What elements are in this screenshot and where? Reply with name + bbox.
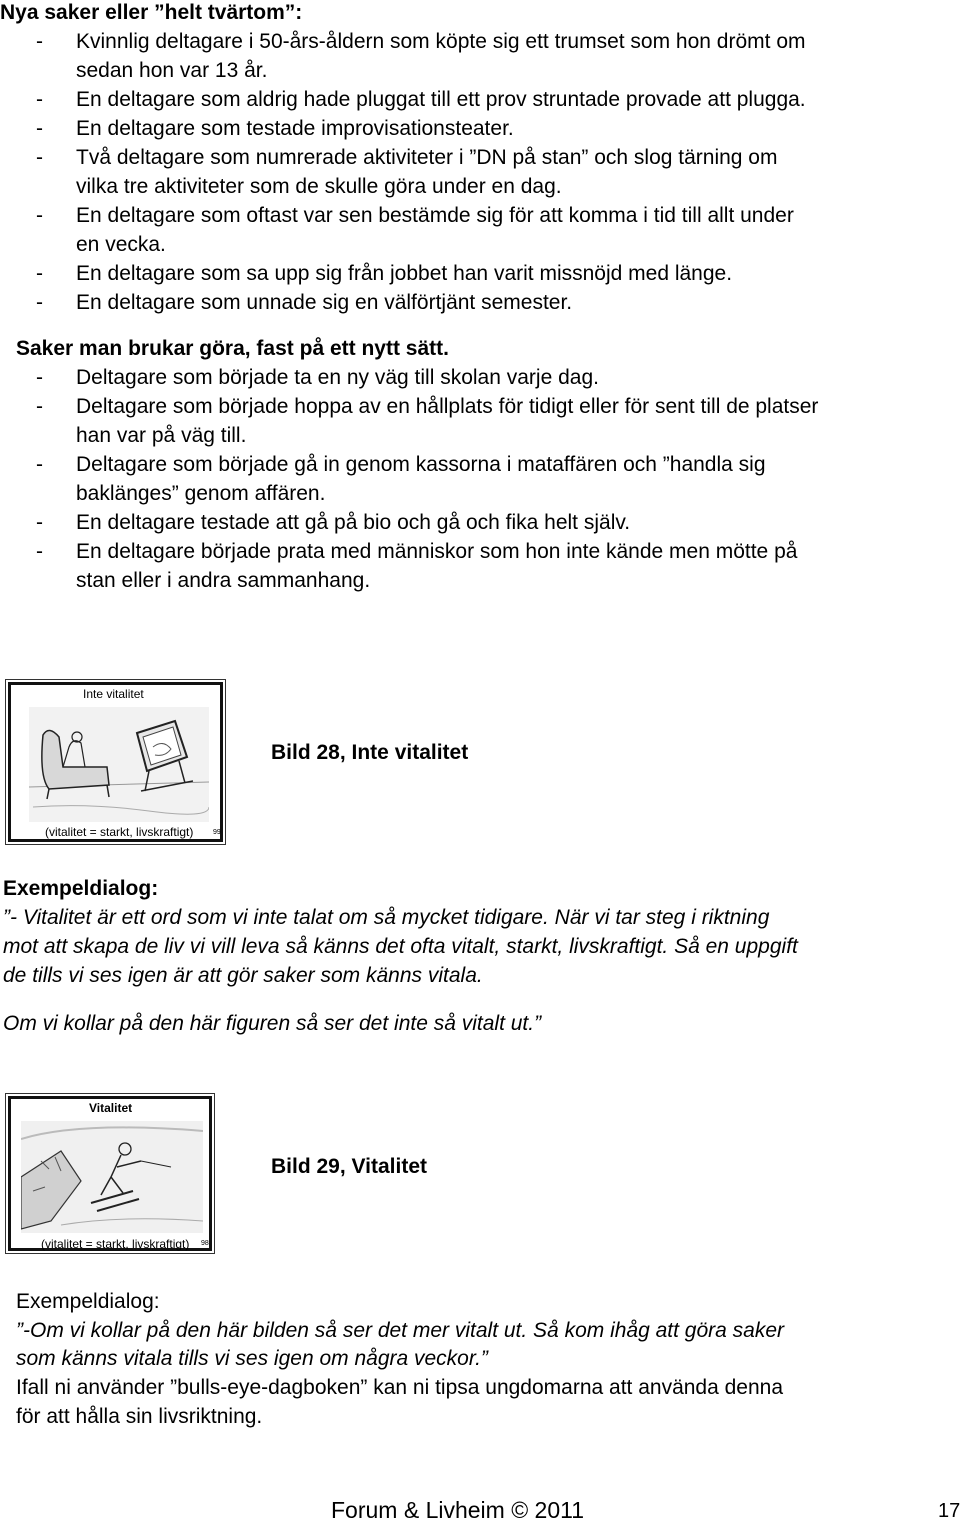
new-things-item-text: En deltagare som oftast var sen bestämde sig för att komma i tid till allt under en vecka. (76, 204, 794, 256)
figure-number-mark: 99 (213, 829, 221, 836)
new-ways-item (36, 392, 960, 450)
new-things-item-text: En deltagare som unnade sig en välförtjänt semester. (76, 291, 573, 314)
dialog-line: ”- Vitalitet är ett ord som vi inte talat om så mycket tidigare. När vi tar steg i riktning (3, 906, 770, 929)
dialog-line: de tills vi ses igen är att gör saker som känns vitala. (3, 964, 483, 987)
dialog-heading: Exempeldialog: (16, 1290, 160, 1313)
dialog-closing-line: Om vi kollar på den här figuren så ser det inte så vitalt ut.” (3, 1012, 542, 1035)
new-things-list (36, 27, 960, 317)
new-ways-item-text: Deltagare som började gå in genom kassorna i mataffären och ”handla sig baklänges” genom affären. (76, 453, 766, 505)
list-dash: - (36, 511, 43, 534)
figure-vitality (8, 1096, 212, 1251)
section-heading-new-things: Nya saker eller ”helt tvärtom”: (0, 1, 303, 24)
page-number: 17 (938, 1500, 960, 1522)
list-dash: - (36, 88, 43, 111)
figure-title: Inte vitalitet (83, 687, 144, 701)
new-things-item-text: En deltagare som aldrig hade pluggat till ett prov struntade provade att plugga. (76, 88, 806, 111)
figure-number-mark: 98 (201, 1240, 209, 1247)
new-things-item-text: En deltagare som testade improvisationsteater. (76, 117, 514, 140)
figure-not-vitality (8, 682, 223, 842)
new-ways-item (36, 363, 960, 392)
new-ways-item-text: Deltagare som började ta en ny väg till skolan varje dag. (76, 366, 599, 389)
list-dash: - (36, 262, 43, 285)
new-things-item-text: Två deltagare som numrerade aktiviteter i ”DN på stan” och slog tärning om vilka tre aktiviteter som de skulle göra under en dag. (76, 146, 778, 198)
dialog-line: som känns vitala tills vi ses igen om några veckor.” (16, 1347, 488, 1370)
new-things-item (36, 85, 960, 114)
new-ways-item-text: En deltagare började prata med människor som hon inte kände men mötte på stan eller i andra sammanhang. (76, 540, 798, 592)
new-things-item (36, 143, 960, 201)
dialog-line: mot att skapa de liv vi vill leva så känns det ofta vitalt, starkt, livskraftigt. Så en uppgift (3, 935, 798, 958)
list-dash: - (36, 291, 43, 314)
list-dash: - (36, 204, 43, 227)
new-things-item (36, 288, 960, 317)
figure-title: Vitalitet (89, 1101, 133, 1115)
new-things-item (36, 27, 960, 85)
footer-copyright: Forum & Livheim © 2011 (331, 1497, 585, 1523)
figure-29-caption: Bild 29, Vitalitet (271, 1155, 427, 1178)
new-ways-item (36, 450, 960, 508)
new-things-item (36, 114, 960, 143)
body-line: för att hålla sin livsriktning. (16, 1405, 263, 1428)
new-things-item (36, 201, 960, 259)
dialog-line: ”-Om vi kollar på den här bilden så ser det mer vitalt ut. Så kom ihåg att göra saker (16, 1319, 785, 1342)
new-ways-item (36, 508, 960, 537)
section-heading-new-ways: Saker man brukar göra, fast på ett nytt sätt. (16, 337, 449, 360)
figure-caption: (vitalitet = starkt, livskraftigt) (45, 825, 194, 839)
list-dash: - (36, 453, 43, 476)
new-ways-list (36, 363, 960, 595)
body-line: Ifall ni använder ”bulls-eye-dagboken” kan ni tipsa ungdomarna att använda denna (16, 1376, 784, 1399)
dialog-heading: Exempeldialog: (3, 877, 159, 900)
new-ways-item-text: En deltagare testade att gå på bio och gå och fika helt själv. (76, 511, 631, 534)
figure-28-caption: Bild 28, Inte vitalitet (271, 741, 469, 764)
tv-couch-illustration (29, 707, 209, 822)
list-dash: - (36, 146, 43, 169)
figure-caption: (vitalitet = starkt, livskraftigt) (41, 1237, 190, 1251)
skier-illustration (21, 1121, 203, 1233)
new-things-item (36, 259, 960, 288)
new-things-item-text: Kvinnlig deltagare i 50-års-åldern som köpte sig ett trumset som hon drömt om sedan hon var 13 år. (76, 30, 806, 82)
new-ways-item-text: Deltagare som började hoppa av en hållplats för tidigt eller för sent till de platser han var på väg till. (76, 395, 819, 447)
list-dash: - (36, 117, 43, 140)
list-dash: - (36, 30, 43, 53)
list-dash: - (36, 366, 43, 389)
new-ways-item (36, 537, 960, 595)
new-things-item-text: En deltagare som sa upp sig från jobbet han varit missnöjd med länge. (76, 262, 733, 285)
list-dash: - (36, 540, 43, 563)
list-dash: - (36, 395, 43, 418)
